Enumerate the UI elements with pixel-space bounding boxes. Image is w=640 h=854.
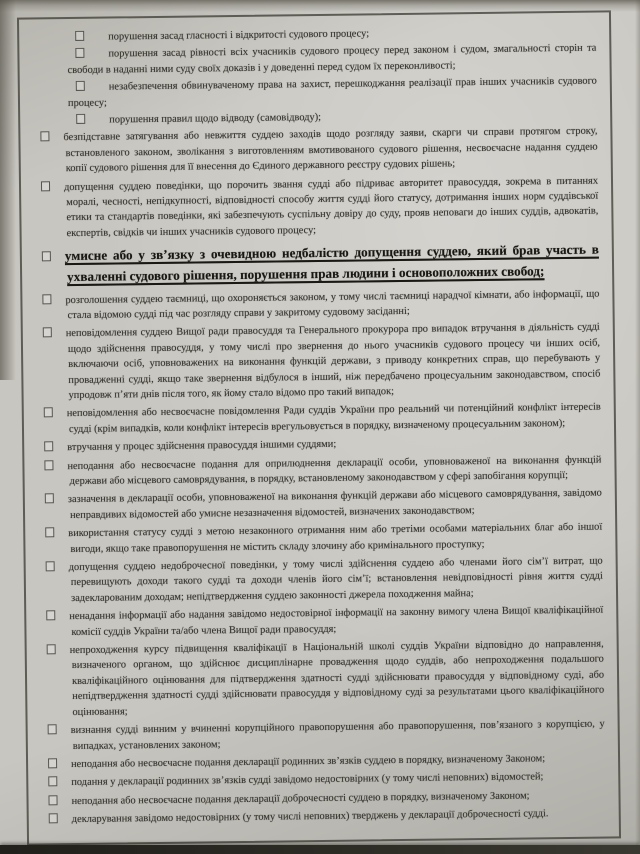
- list-item: [67, 41, 596, 78]
- checkbox-icon: [48, 758, 57, 768]
- item-text: неподання або несвоєчасне подання для оприлюднення декларації особи, уповноваженої на виконання функцій держави або місцевого самоврядування, в порядку, встановленому законодавством у сфері запобігання корупції;: [67, 454, 602, 488]
- item-text: подання у декларації родинних зв’язків судді завідомо недостовірних (у тому числі неповних) відомостей;: [71, 771, 544, 789]
- item-text: порушення правил щодо відводу (самовідводу);: [109, 111, 322, 126]
- checkbox-icon: [42, 252, 51, 262]
- checkbox-icon: [44, 441, 53, 451]
- item-text: непроходження курсу підвищення кваліфікації в Національній школі суддів України відповідно до направлення, визначеного органом, що здійснює дисциплінарне провадження щодо суддів, або непроходження подальшого кваліфікаційного оцінювання для підтвердження здатності судді здійснювати правосуддя у відповідному суді, або непідтвердження здатності судді здійснювати правосуддя у відповідному суді за результатами цього кваліфікаційного оцінювання;: [69, 638, 605, 718]
- item-text: порушення засад рівності всіх учасників судового процесу перед законом і судом, змагальності сторін та свободи в наданні ними суду своїх доказів і у доведенні перед судом їх переконливості;: [67, 42, 597, 76]
- checkbox-icon: [44, 460, 53, 470]
- list-item: [48, 717, 605, 755]
- checkbox-icon: [76, 114, 85, 124]
- checkbox-icon: [47, 644, 56, 654]
- photo-edge-top: [0, 0, 640, 12]
- item-text: визнання судді винним у вчиненні корупційного правопорушення або правопорушення, пов’язаного з корупцією, у випадках, установлених законом;: [70, 718, 605, 752]
- list-item: [46, 554, 604, 607]
- checkbox-icon: [40, 132, 49, 142]
- list-item: [45, 486, 602, 524]
- item-text: порушення засад гласності і відкритості судового процесу;: [108, 28, 370, 43]
- item-text: використання статусу судді з метою незаконного отримання ним або третіми особами матеріальних благ або іншої вигоди, якщо таке правопорушення не містить складу злочину або кримінального проступку;: [68, 521, 603, 555]
- table-cell-border: [17, 10, 621, 845]
- photo-edge-right: [635, 0, 640, 854]
- list-item: [46, 603, 603, 641]
- checkbox-icon: [75, 48, 84, 58]
- checkbox-icon: [48, 795, 57, 805]
- list-item: [44, 452, 601, 490]
- checkbox-icon: [75, 31, 84, 41]
- photo-edge-bottom: [0, 845, 640, 854]
- checkbox-icon: [45, 494, 54, 504]
- item-text: умисне або у зв’язку з очевидною недбалістю допущення суддею, який брав участь в ухваленні судового рішення, порушення прав людини і основоположних свобод;: [64, 241, 599, 285]
- list-item-emphasized: [42, 239, 599, 288]
- item-text: допущення суддею недоброчесної поведінки, у тому числі здійснення суддею або членами його сім’ї витрат, що перевищують доходи такого судді та доходи членів його сім’ї; встановлення невідповідності рівня життя судді задекларованим доходам; непідтвердження суддею законності джерела походження майна;: [68, 555, 603, 604]
- checkbox-icon: [46, 561, 55, 571]
- item-text: ненадання інформації або надання завідомо недостовірної інформації на законну вимогу члена Вищої кваліфікаційної комісії суддів України та/або члена Вищої ради правосуддя;: [69, 604, 604, 638]
- list-item: [40, 124, 598, 177]
- list-item: [47, 637, 605, 721]
- item-text: неповідомлення або несвоєчасне повідомлення Ради суддів України про реальний чи потенційний конфлікт інтересів судді (крім випадків, коли конфлікт інтересів врегульовується в порядку, визначеному процесуальним законом);: [66, 401, 601, 435]
- checkbox-icon: [49, 813, 58, 823]
- checkbox-icon: [44, 408, 53, 418]
- item-text: зазначення в декларації особи, уповноваженої на виконання функцій держави або місцевого самоврядування, завідомо неправдивих відомостей або умисне незазначення відомостей, визначених законодавством;: [67, 487, 602, 521]
- checkbox-icon: [45, 527, 54, 537]
- item-text: незабезпечення обвинуваченому права на захист, перешкоджання реалізації прав інших учасників судового процесу;: [67, 75, 597, 109]
- list-item: [45, 520, 602, 558]
- list-item: [43, 320, 601, 404]
- document-content: [19, 12, 619, 843]
- item-text: втручання у процес здійснення правосуддя іншими суддями;: [67, 438, 337, 454]
- checkbox-icon: [41, 181, 50, 191]
- checkbox-icon: [43, 328, 52, 338]
- list-item: [41, 173, 599, 241]
- item-text: допущення суддею поведінки, що порочить звання судді або підриває авторитет правосуддя, зокрема в питаннях моралі, чесності, непідкупності, відповідності способу життя судді його статусу, дотримання інших норм суддівської етики та стандартів поведінки, які забезпечують суспільну довіру до суду, прояв неповаги до інших суддів, адвокатів, експертів, свідків чи інших учасників судового процесу;: [63, 175, 599, 239]
- photo-edge-left: [0, 0, 16, 380]
- checkbox-icon: [48, 724, 57, 734]
- item-text: неподання або несвоєчасне подання декларації доброчесності суддею в порядку, визначеному Законом;: [71, 790, 530, 807]
- list-item: [44, 400, 601, 438]
- item-text: неподання або несвоєчасне подання декларації родинних зв’язків суддею в порядку, визначеному Законом;: [71, 753, 546, 770]
- list-item: [68, 74, 597, 111]
- list-item: [49, 806, 606, 828]
- checkbox-icon: [48, 777, 57, 787]
- item-text: розголошення суддею таємниці, що охороняється законом, у тому числі таємниці нарадчої кімнати, або інформації, що стала відомою судді під час розгляду справи у закритому судовому засіданні;: [65, 288, 600, 321]
- checkbox-icon: [42, 294, 51, 304]
- item-text: неповідомлення суддею Вищої ради правосуддя та Генерального прокурора про випадок втручання в діяльність судді щодо здійснення правосуддя, у тому числі про звернення до нього учасників судового процесу чи інших осіб, включаючи осіб, уповноважених на виконання функцій держави, з приводу конкретних справ, що перебувають у провадженні судді, якщо таке звернення відбулося в інший, ніж передбачено процесуальним законодавством, спосіб упродовж п’яти днів після того, як йому стало відомо про такий випадок;: [65, 321, 601, 402]
- item-text: безпідставне затягування або невжиття суддею заходів щодо розгляду заяви, скарги чи справи протягом строку, встановленого законом, зволікання з виготовленням вмотивованого судового рішення, несвоєчасне надання суддею копії судового рішення для її внесення до Єдиного державного реєстру судових рішень;: [63, 126, 598, 175]
- checkbox-icon: [76, 81, 85, 91]
- item-text: декларування завідомо недостовірних (у тому числі неповних) тверджень у декларації доброчесності судді.: [71, 808, 549, 826]
- checkbox-icon: [46, 610, 55, 620]
- list-item: [42, 286, 599, 324]
